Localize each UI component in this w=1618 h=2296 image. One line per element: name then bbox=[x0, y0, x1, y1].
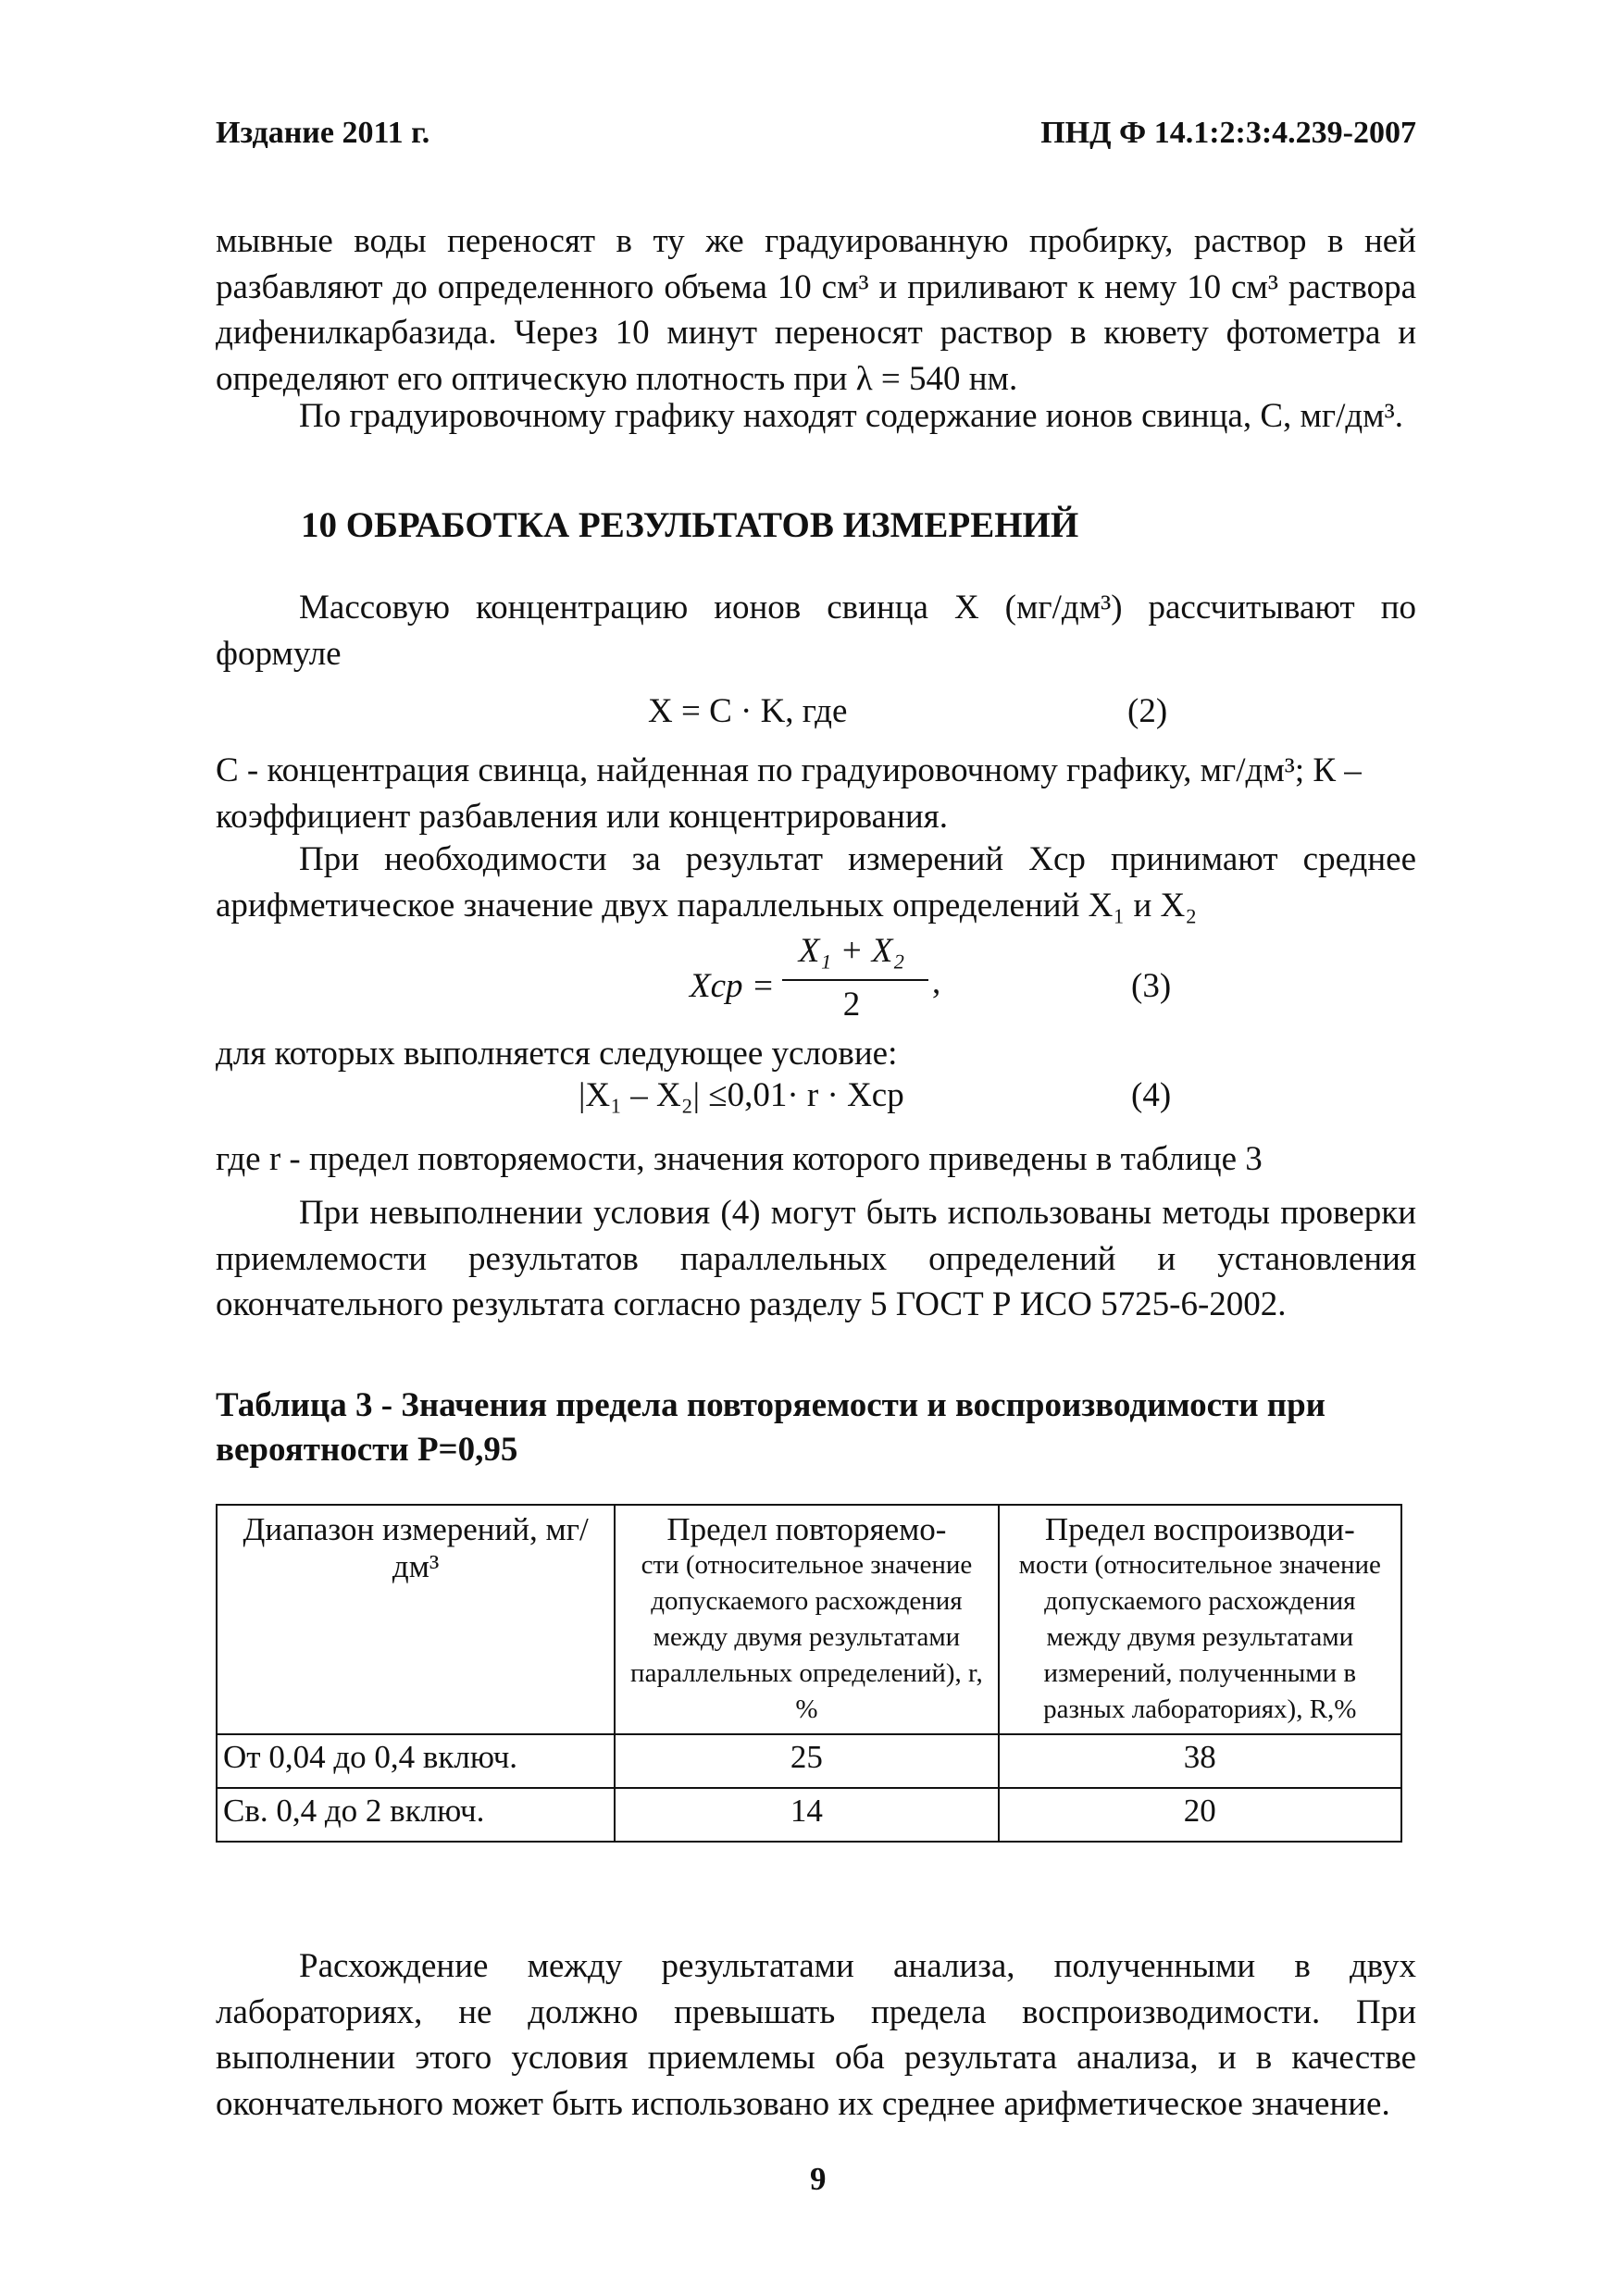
formula-3-comma: , bbox=[932, 963, 941, 1001]
paragraph-7: где r - предел повторяемости, значения которого приведены в таблице 3 bbox=[216, 1140, 1263, 1178]
header-range bbox=[217, 1505, 615, 1734]
header-reproducibility-title: Предел воспроизводи- bbox=[1044, 1511, 1355, 1547]
header-repeatability-title: Предел повторяемо- bbox=[666, 1511, 947, 1547]
cell-R: 38 bbox=[999, 1734, 1401, 1788]
formula-3-numerator: X₁ + X₂ bbox=[798, 932, 905, 970]
paragraph-2: По градуировочному графику находят содержание ионов свинца, С, мг/дм³. bbox=[299, 397, 1403, 435]
formula-4-number: (4) bbox=[1131, 1076, 1172, 1114]
cell-range: От 0,04 до 0,4 включ. bbox=[217, 1734, 615, 1788]
table-3 bbox=[216, 1504, 1402, 1843]
formula-3 bbox=[690, 931, 986, 1033]
paragraph-9: Расхождение между результатами анализа, полученными в двух лабораториях, не должно превышать предела воспроизводимости. При выполнении этого условия приемлемы оба результата анализа, и в качестве окончательного может быть использовано их среднее арифметическое значение. bbox=[216, 1947, 1416, 2123]
cell-r: 14 bbox=[615, 1788, 998, 1842]
edition-label: Издание 2011 г. bbox=[216, 116, 430, 150]
paragraph-3: Массовую концентрацию ионов свинца Х (мг/дм³) рассчитывают по формуле bbox=[216, 589, 1416, 673]
header-reproducibility bbox=[999, 1505, 1401, 1734]
paragraph-6: для которых выполняется следующее условие: bbox=[216, 1035, 898, 1073]
header-repeatability bbox=[615, 1505, 998, 1734]
table-header-row bbox=[217, 1505, 1401, 1734]
page-header bbox=[216, 116, 1416, 162]
cell-range: Св. 0,4 до 2 включ. bbox=[217, 1788, 615, 1842]
cell-R: 20 bbox=[999, 1788, 1401, 1842]
cell-r: 25 bbox=[615, 1734, 998, 1788]
paragraph-8: При невыполнении условия (4) могут быть использованы методы проверки приемлемости результатов параллельных определений и установления окончательного результата согласно разделу 5 ГОСТ Р ИСО 5725-6-2002. bbox=[216, 1194, 1416, 1324]
formula-2-number: (2) bbox=[1127, 692, 1168, 730]
paragraph-5: При необходимости за результат измерений Xср принимают среднее арифметическое значение двух параллельных определений X₁ и X₂ bbox=[216, 840, 1416, 925]
page-number: 9 bbox=[810, 2161, 827, 2197]
formula-3-number: (3) bbox=[1131, 967, 1172, 1005]
fraction-bar bbox=[782, 979, 928, 981]
section-heading: 10 ОБРАБОТКА РЕЗУЛЬТАТОВ ИЗМЕРЕНИЙ bbox=[301, 505, 1079, 545]
document-code: ПНД Ф 14.1:2:3:4.239-2007 bbox=[1040, 116, 1416, 150]
table-caption: Таблица 3 - Значения предела повторяемости и воспроизводимости при вероятности Р=0,95 bbox=[216, 1386, 1326, 1469]
header-range-label: Диапазон измерений, мг/дм³ bbox=[243, 1511, 589, 1584]
table-row bbox=[217, 1788, 1401, 1842]
formula-4: |X₁ – X₂| ≤0,01· r · Xср bbox=[579, 1076, 904, 1114]
paragraph-4: С - концентрация свинца, найденная по градуировочному графику, мг/дм³; К – коэффициент разбавления или концентрирования. bbox=[216, 751, 1362, 836]
formula-3-denominator: 2 bbox=[842, 986, 861, 1024]
header-reproducibility-body: мости (относительное значение допускаемого расхождения между двумя результатами измерений, полученными в разных лабораториях), R,% bbox=[1018, 1550, 1381, 1724]
header-repeatability-body: сти (относительное значение допускаемого расхождения между двумя результатами параллельных определений), r, % bbox=[630, 1550, 983, 1724]
table-row bbox=[217, 1734, 1401, 1788]
paragraph-1: мывные воды переносят в ту же градуированную пробирку, раствор в ней разбавляют до определенного объема 10 см³ и приливают к нему 10 см³ раствора дифенилкарбазида. Через 10 минут переносят раствор в кювету фотометра и определяют его оптическую плотность при λ = 540 нм. bbox=[216, 222, 1416, 398]
formula-2: X = C · K, где bbox=[648, 692, 848, 730]
formula-3-lhs: Xср = bbox=[690, 967, 775, 1005]
